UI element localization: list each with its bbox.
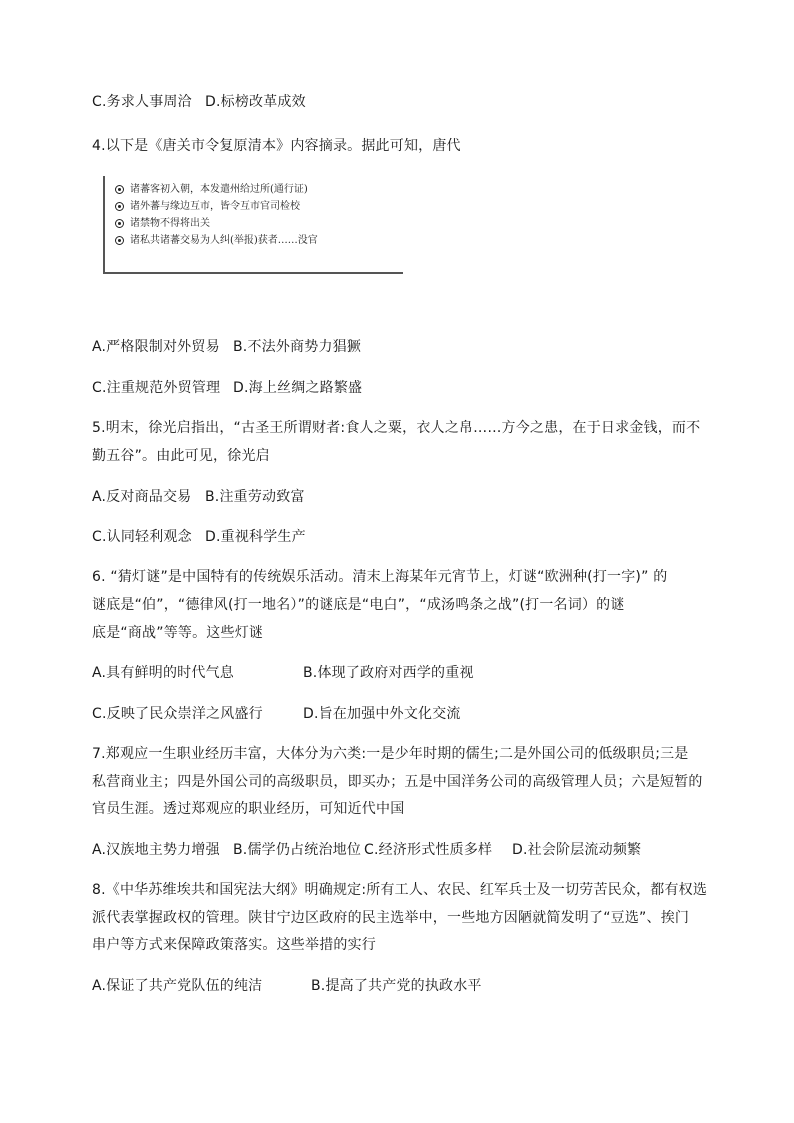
q4-option-b: B.不法外商势力猖獗	[233, 339, 362, 355]
q4-excerpt-item	[115, 232, 403, 249]
q4-option-a: A.严格限制对外贸易	[92, 339, 220, 355]
q4-option-c: C.注重规范外贸管理	[92, 380, 221, 396]
q7-stem-line-3: 官员生涯。透过郑观应的职业经历，可知近代中国	[92, 801, 405, 817]
q6-stem-line-3: 底是“商战”等等。这些灯谜	[92, 625, 264, 641]
q6-options-cd	[92, 704, 461, 724]
q5-stem-line-2: 勤五谷”。由此可见，徐光启	[92, 448, 270, 464]
q6-option-a: A.具有鲜明的时代气息	[92, 665, 234, 681]
q4-options-cd	[92, 378, 362, 398]
q4-stem: 4.以下是《唐关市令复原清本》内容摘录。据此可知，唐代	[92, 138, 461, 154]
q4-excerpt-text: 诸外蕃与缘边互市，皆令互市官司检校	[130, 201, 300, 212]
q3-option-c: C.务求人事周洽	[92, 94, 192, 110]
q6-option-c: C.反映了民众崇洋之风盛行	[92, 706, 263, 722]
bullet-icon	[115, 185, 124, 194]
q3-option-d: D.标榜改革成效	[205, 94, 306, 110]
q8-option-b: B.提高了共产党的执政水平	[311, 978, 482, 994]
q8-option-a: A.保证了共产党队伍的纯洁	[92, 978, 263, 994]
bullet-icon	[115, 219, 124, 228]
q5-option-a: A.反对商品交易	[92, 489, 192, 505]
q4-excerpt-box	[103, 176, 403, 274]
q5-option-b: B.注重劳动致富	[205, 489, 305, 505]
q4-excerpt-text: 诸禁物不得将出关	[130, 218, 210, 229]
q4-option-d: D.海上丝绸之路繁盛	[233, 380, 363, 396]
q8-stem-line-3: 串户等方式来保障政策落实。这些举措的实行	[92, 937, 376, 953]
q5-options-cd	[92, 527, 306, 547]
q7-stem-line-1: 7.郑观应一生职业经历丰富，大体分为六类:一是少年时期的儒生;二是外国公司的低级职员;三是	[92, 746, 689, 762]
q4-excerpt-item	[115, 215, 403, 232]
bullet-icon	[115, 236, 124, 245]
bullet-icon	[115, 202, 124, 211]
q3-options-cd	[92, 92, 306, 112]
q6-stem-line-2: 谜底是“伯”，“德律风(打一地名）”的谜底是“电白”，“成汤鸣条之战”(打一名词）的谜	[92, 597, 625, 613]
q4-excerpt-item	[115, 181, 403, 198]
q6-stem-line-1: 6. “猜灯谜”是中国特有的传统娱乐活动。清末上海某年元宵节上，灯谜“欧洲种(打一字)” 的	[92, 569, 668, 585]
q8-stem-line-1: 8.《中华苏维埃共和国宪法大纲》明确规定:所有工人、农民、红军兵士及一切劳苦民众，都有权选	[92, 882, 708, 898]
q5-stem-line-1: 5.明末，徐光启指出，“古圣王所谓财者:食人之粟，衣人之帛……方今之患，在于日求金钱，而不	[92, 420, 701, 436]
q6-options-ab	[92, 663, 474, 683]
q6-option-b: B.体现了政府对西学的重视	[303, 665, 474, 681]
q7-stem-line-2: 私营商业主；四是外国公司的高级职员，即买办；五是中国洋务公司的高级管理人员；六是短暂的	[92, 774, 703, 790]
q4-excerpt-text: 诸蕃客初入朝，本发遣州给过所(通行证)	[130, 184, 308, 195]
q5-options-ab	[92, 487, 305, 507]
q8-options-ab	[92, 976, 482, 996]
q7-options	[92, 840, 641, 860]
q4-excerpt-item	[115, 198, 403, 215]
q7-option-d: D.社会阶层流动频繁	[512, 842, 642, 858]
q4-excerpt-text: 诸私共诸蕃交易为人纠(举报)获者……没官	[130, 235, 318, 246]
q4-options-ab	[92, 337, 361, 357]
q7-option-c: C.经济形式性质多样	[364, 842, 493, 858]
q5-option-d: D.重视科学生产	[205, 529, 306, 545]
q8-stem-line-2: 派代表掌握政权的管理。陕甘宁边区政府的民主选举中，一些地方因陋就简发明了“豆选”、挨门	[92, 910, 690, 926]
q5-option-c: C.认同轻利观念	[92, 529, 192, 545]
q6-option-d: D.旨在加强中外文化交流	[303, 706, 461, 722]
q7-option-b: B.儒学仍占统治地位	[233, 842, 362, 858]
q7-option-a: A.汉族地主势力增强	[92, 842, 220, 858]
